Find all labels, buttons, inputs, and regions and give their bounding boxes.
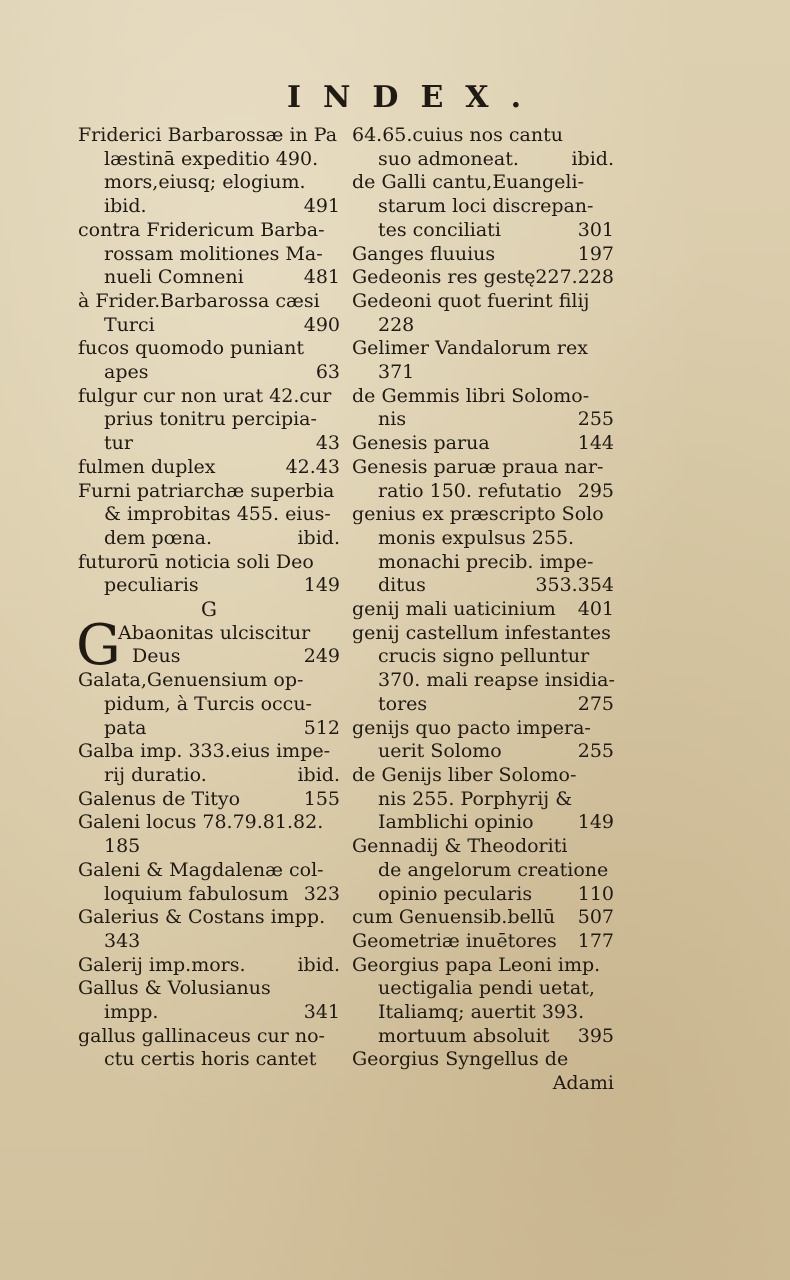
index-entry <box>78 124 340 219</box>
page-number: 255 <box>577 740 614 763</box>
entry-line: ibid. 491 <box>104 195 340 218</box>
page-number: 341 <box>303 1001 340 1024</box>
index-entry <box>352 171 614 242</box>
entry-line: Gedeoni quot fuerint filij <box>352 289 590 312</box>
index-entry <box>78 906 340 953</box>
entry-line: fulgur cur non urat 42.cur <box>78 384 332 407</box>
index-entry <box>78 219 340 290</box>
index-entry <box>352 717 614 764</box>
page-number: 255 <box>577 408 614 431</box>
entry-line: impp. 341 <box>104 1001 340 1024</box>
entry-line: ratio 150. refutatio 295 <box>378 479 614 502</box>
page-number: 395 <box>577 1024 614 1047</box>
entry-line: Iamblichi opinio 149 <box>378 811 614 834</box>
entry-line: de angelorum creatione <box>378 858 609 881</box>
entry-line: de Genijs liber Solomo- <box>352 763 577 786</box>
entry-line: nis 255. Porphyrij & <box>378 787 573 810</box>
entry-line: Geometriæ inuētores 177 <box>352 929 614 952</box>
catchword: Adami <box>552 1072 614 1095</box>
index-entry <box>352 385 614 432</box>
index-entry <box>78 740 340 787</box>
entry-line: 370. mali reapse insidia- <box>378 669 615 692</box>
entry-line: Friderici Barbarossæ in Pa <box>78 124 338 146</box>
entry-line: fucos quomodo puniant <box>78 337 304 360</box>
drop-cap: G <box>76 612 121 678</box>
entry-line: gallus gallinaceus cur no- <box>78 1024 325 1047</box>
page-number: 177 <box>577 929 614 952</box>
entry-line: tur 43 <box>104 432 340 455</box>
entry-line: de Galli cantu,Euangeli- <box>352 171 584 194</box>
index-entry <box>78 551 340 598</box>
entry-text: Abaonitas ulciscitur <box>118 621 311 644</box>
entry-line: crucis signo pelluntur <box>378 645 590 668</box>
index-entry <box>78 977 340 1024</box>
entry-line: mors,eiusq; elogium. <box>104 171 306 194</box>
index-entry <box>352 456 614 503</box>
page-number: 110 <box>577 882 614 905</box>
page-number: 149 <box>303 574 340 597</box>
entry-line: rij duratio. ibid. <box>104 763 340 786</box>
entry-line: læstinā expeditio 490. <box>104 147 319 170</box>
entry-line: Gennadij & Theodoriti <box>352 835 568 858</box>
entry-line: pidum, à Turcis occu- <box>104 692 312 715</box>
index-entry <box>352 290 614 337</box>
index-entry <box>352 906 614 930</box>
entry-line: nueli Comneni 481 <box>104 266 340 289</box>
index-entry <box>352 337 614 384</box>
entry-line: Galeni & Magdalenæ col- <box>78 858 324 881</box>
index-entry <box>78 669 340 740</box>
page-number: 144 <box>577 432 614 455</box>
page-number: 301 <box>577 218 614 241</box>
entry-line: Galeni locus 78.79.81.82. <box>78 811 324 834</box>
entry-line: loquium fabulosum 323 <box>104 882 340 905</box>
entry-line: Turci 490 <box>104 313 340 336</box>
page-number: 481 <box>303 266 340 289</box>
index-entry <box>78 290 340 337</box>
entry-line: monis expulsus 255. <box>378 526 575 549</box>
entry-line: opinio pecularis 110 <box>378 882 614 905</box>
entry-line: & improbitas 455. eius- <box>104 503 331 526</box>
page-number: 63 <box>315 361 340 384</box>
entry-line: genijs quo pacto impera- <box>352 716 591 739</box>
index-entry <box>76 612 340 678</box>
entry-line: 185 <box>104 835 141 858</box>
entry-line: pata 512 <box>104 716 340 739</box>
entry-line: apes 63 <box>104 361 340 384</box>
entry-line: Genesis paruæ praua nar- <box>352 455 604 478</box>
index-entry <box>78 1025 340 1072</box>
index-entry <box>352 1048 614 1072</box>
index-entry <box>78 480 340 551</box>
page-number: 275 <box>577 692 614 715</box>
page-number: 512 <box>303 716 340 739</box>
entry-line: Galerij imp.mors. ibid. <box>78 953 340 976</box>
entry-text: Deus 249 <box>132 645 340 668</box>
entry-line: Georgius Syngellus de <box>352 1048 569 1071</box>
index-entry <box>78 385 340 456</box>
entry-line: genij castellum infestantes <box>352 621 611 644</box>
entry-line: Genesis parua 144 <box>352 432 614 455</box>
entry-line: fulmen duplex 42.43 <box>78 455 340 478</box>
entry-line: starum loci discrepan- <box>378 195 594 218</box>
entry-line: tes conciliati 301 <box>378 218 614 241</box>
page-number: ibid. <box>297 763 340 786</box>
entry-line: rossam molitiones Ma- <box>104 242 323 265</box>
entry-line: uerit Solomo 255 <box>378 740 614 763</box>
index-entry <box>352 598 614 622</box>
page-number: 43 <box>315 432 340 455</box>
page-number: ibid. <box>571 147 614 170</box>
entry-line: dem pœna. ibid. <box>104 526 340 549</box>
index-entry <box>352 266 614 290</box>
page-number: 197 <box>577 242 614 265</box>
entry-line: Georgius papa Leoni imp. <box>352 953 601 976</box>
entry-line: nis 255 <box>378 408 614 431</box>
index-entry <box>352 764 614 835</box>
entry-line: uectigalia pendi uetat, <box>378 977 595 1000</box>
page-number: 491 <box>303 195 340 218</box>
entry-line: Ganges fluuius 197 <box>352 242 614 265</box>
page-number: 490 <box>303 313 340 336</box>
page-number: 149 <box>577 811 614 834</box>
entry-line: contra Fridericum Barba- <box>78 218 325 241</box>
page-number: ibid. <box>297 953 340 976</box>
page-number: 507 <box>577 906 614 929</box>
index-entry <box>78 337 340 384</box>
section-letter: G <box>201 597 217 622</box>
page-title: INDEX. <box>286 80 544 115</box>
page-number: 227.228 <box>535 266 614 289</box>
index-entry <box>352 432 614 456</box>
entry-line: suo admoneat. ibid. <box>378 147 614 170</box>
entry-line: Galerius & Costans impp. <box>78 906 326 929</box>
page-number: 155 <box>303 787 340 810</box>
index-column-right <box>352 124 614 1096</box>
index-entry <box>352 124 614 171</box>
entry-line: 343 <box>104 929 141 952</box>
entry-line: tores 275 <box>378 692 614 715</box>
entry-line: genius ex præscripto Solo <box>352 503 604 526</box>
page-number: 42.43 <box>285 455 340 478</box>
index-entry <box>352 835 614 906</box>
entry-line: ctu certis horis cantet <box>104 1048 317 1071</box>
index-entry <box>352 954 614 1049</box>
entry-line: ditus 353.354 <box>378 574 614 597</box>
entry-line: Galenus de Tityo 155 <box>78 787 340 810</box>
entry-line: futurorū noticia soli Deo <box>78 550 314 573</box>
page-number: 249 <box>303 645 340 668</box>
entry-line: 228 <box>378 313 415 336</box>
index-entry <box>352 243 614 267</box>
entry-line: de Gemmis libri Solomo- <box>352 384 590 407</box>
page-number: 401 <box>577 598 614 621</box>
entry-line: Gallus & Volusianus <box>78 977 271 1000</box>
page-number: 323 <box>303 882 340 905</box>
index-column-left <box>78 124 340 1072</box>
entry-line: peculiaris 149 <box>104 574 340 597</box>
entry-line: monachi precib. impe- <box>378 550 594 573</box>
entry-line: prius tonitru percipia- <box>104 408 317 431</box>
index-entry <box>352 930 614 954</box>
entry-line: Furni patriarchæ superbia <box>78 479 335 502</box>
entry-line: Gelimer Vandalorum rex <box>352 337 588 360</box>
index-entry <box>78 788 340 812</box>
entry-line: à Frider.Barbarossa cæsi <box>78 289 320 312</box>
page-number: 295 <box>577 479 614 502</box>
index-entry <box>78 859 340 906</box>
index-entry <box>352 622 614 717</box>
index-entry <box>78 954 340 978</box>
entry-line: Italiamq; auertit 393. <box>378 1001 585 1024</box>
entry-line: cum Genuensib.bellū 507 <box>352 906 614 929</box>
entry-line: Galata,Genuensium op- <box>78 669 304 692</box>
entry-line: Galba imp. 333.eius impe- <box>78 740 331 763</box>
entry-line: 64.65.cuius nos cantu <box>352 124 563 146</box>
entry-line: genij mali uaticinium 401 <box>352 598 614 621</box>
index-entry <box>78 456 340 480</box>
entry-line: mortuum absoluit 395 <box>378 1024 614 1047</box>
page-number: ibid. <box>297 526 340 549</box>
index-entry <box>78 811 340 858</box>
index-entry <box>352 503 614 598</box>
entry-line: 371 <box>378 361 415 384</box>
page-number: 353.354 <box>535 574 614 597</box>
entry-line: Gedeonis res gestę 227.228 <box>352 266 614 289</box>
